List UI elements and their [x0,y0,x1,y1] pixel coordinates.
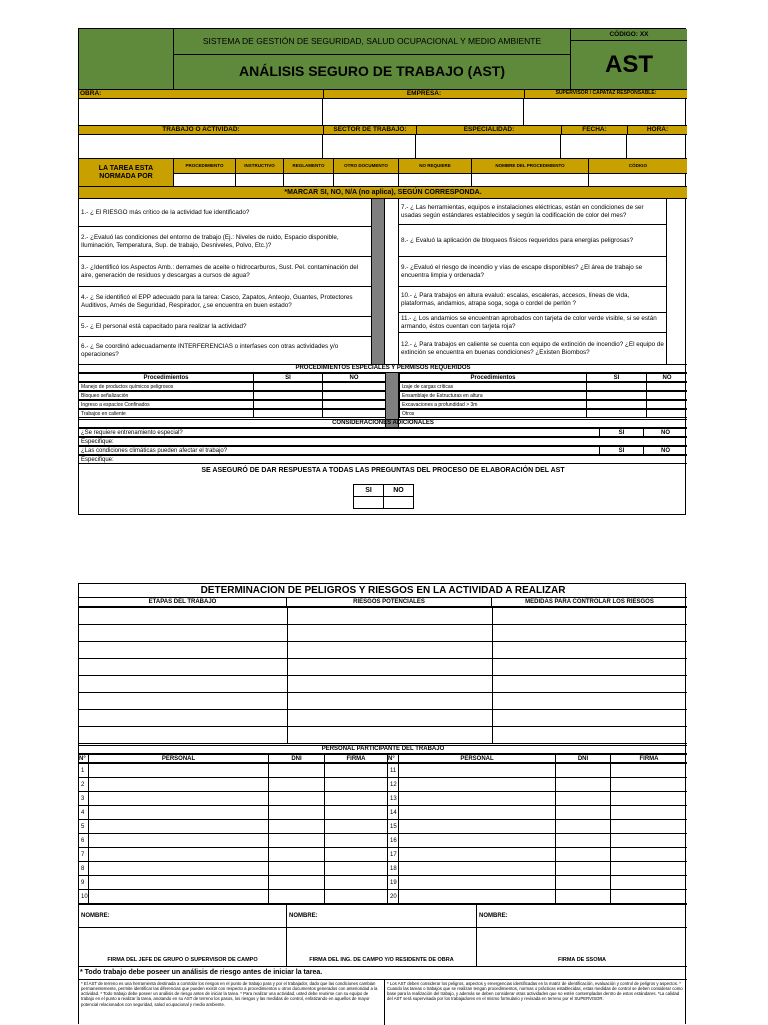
personal-num-right: 17 [387,847,399,862]
question-right: 12.- ¿ Para trabajos en caliente se cuenta con equipo de extinción de incendio? ¿El equipo de extinción se encuentra en buenas condiciones? ¿Existen Biombos? [399,333,667,364]
personal-name-right[interactable] [398,791,556,806]
additional-spec1[interactable]: Especifique: [79,437,687,446]
personal-num-left: 1 [79,763,89,778]
special-proc-left: Manejo de productos químicos peligrosos [79,382,254,391]
personal-firma-left[interactable] [324,847,388,862]
additional-q2: ¿Las condiciones climáticas pueden afectar el trabajo? [79,446,600,455]
personal-name-left[interactable] [88,763,269,778]
personal-firma-right[interactable] [610,875,687,890]
sector-label: SECTOR DE TRABAJO: [323,125,416,135]
firma-jefe-grupo[interactable] [79,927,287,967]
special-si-right[interactable] [586,391,647,400]
instruction-banner: *MARCAR SI, NO, N/A (no aplica), SEGÚN CORRESPONDA. [79,187,687,199]
hazard-etapa-cell[interactable] [79,658,288,676]
personal-num-right: 12 [387,777,399,792]
question-left: 4.- ¿ Se identificó el EPP adecuado para la tarea: Casco, Zapatos, Anteojo, Guantes, Protectores Auditivos, Arnés de Seguridad, Respirador, ¿se encuentra en buen estado? [79,287,371,317]
special-no-left[interactable] [322,409,386,418]
hazard-riesgo-cell[interactable] [287,692,493,710]
hora-field[interactable] [627,135,687,159]
personal-dni-right[interactable] [555,847,611,862]
special-no-left[interactable] [322,400,386,409]
code-value: AST [571,41,687,89]
question-left: 5.- ¿ El personal está capacitado para realizar la actividad? [79,317,371,337]
personal-num-left: 8 [79,861,89,876]
personal-dni-right[interactable] [555,819,611,834]
normada-value-row[interactable] [174,174,687,187]
personal-num-right: 18 [387,861,399,876]
header-logo-cell [79,29,174,89]
note-title: * Todo trabajo debe poseer un análisis de riesgo antes de iniciar la tarea. [80,969,323,976]
special-no-right[interactable] [646,382,687,391]
header-n-right: N° [387,754,399,763]
assured-si-label: SI [353,484,384,497]
personal-name-right[interactable] [398,833,556,848]
personal-name-left[interactable] [88,805,269,820]
additional-q1-si[interactable]: SI [599,428,644,437]
fecha-field[interactable] [561,135,627,159]
personal-dni-left[interactable] [268,791,325,806]
special-header-proc-right: Procedimientos [399,373,587,382]
normada-col-instructivo: INSTRUCTIVO [236,159,284,174]
personal-num-left: 3 [79,791,89,806]
assured-no-label: NO [383,484,414,497]
question-left: 1.- ¿ El RIESGO más crítico de la actividad fue identificado? [79,199,371,227]
special-no-left[interactable] [322,382,386,391]
additional-q1: ¿Se requiere entrenamiento especial? [79,428,600,437]
firma-ing-campo-label: FIRMA DEL ING. DE CAMPO Y/O RESIDENTE DE OBRA [309,957,454,963]
personal-num-right: 13 [387,791,399,806]
personal-firma-right[interactable] [610,819,687,834]
hazard-medida-cell[interactable] [492,726,687,744]
assured-no-box[interactable] [383,496,414,509]
personal-dni-right[interactable] [555,777,611,792]
firma-ssoma[interactable] [477,927,687,967]
personal-firma-left[interactable] [324,889,388,904]
personal-name-right[interactable] [398,889,556,904]
firma-ing-campo[interactable] [287,927,477,967]
personal-num-right: 16 [387,833,399,848]
question-left: 6.- ¿ Se coordinó adecuadamente INTERFERENCIAS o interfases con otras actividades y/o operaciones? [81,342,339,358]
personal-num-left: 2 [79,777,89,792]
nombre-3[interactable]: NOMBRE: [476,904,687,928]
personal-name-left[interactable] [88,861,269,876]
question-right: 7.- ¿ Las herramientas, equipos e instalaciones eléctricas, están en condiciones de ser usadas según estándares establecidos y según la codificación de color del mes? [399,199,667,225]
special-header-no-left: NO [322,373,386,382]
hazard-medida-cell[interactable] [492,641,687,659]
normada-label: LA TAREA ESTA NORMADA POR [79,159,174,187]
answer-column-right[interactable] [385,199,399,364]
personal-dni-left[interactable] [268,777,325,792]
code-label: CÓDIGO: XX [571,29,687,41]
normada-col-reglamento: REGLAMENTO [284,159,334,174]
personal-dni-left[interactable] [268,819,325,834]
col-etapas: ETAPAS DEL TRABAJO [79,598,287,607]
hazard-medida-cell[interactable] [492,675,687,693]
personal-firma-left[interactable] [324,791,388,806]
hazard-riesgo-cell[interactable] [287,675,493,693]
hazard-riesgo-cell[interactable] [287,641,493,659]
special-si-left[interactable] [253,400,323,409]
firma-jefe-grupo-label: FIRMA DEL JEFE DE GRUPO O SUPERVISOR DE CAMPO [107,957,258,963]
header-dni-left: DNI [268,754,325,763]
hora-label: HORA: [627,125,687,135]
hazard-etapa-cell[interactable] [79,726,288,744]
hazard-riesgo-cell[interactable] [287,709,493,727]
personal-num-left: 7 [79,847,89,862]
hazard-medida-cell[interactable] [492,709,687,727]
personal-dni-right[interactable] [555,889,611,904]
hazard-riesgo-cell[interactable] [287,607,493,625]
question-right: 9.- ¿Evaluó el riesgo de incendio y vías de escape disponibles? ¿El área de trabajo se encuentra limpia y ordenada? [399,257,667,287]
question-right: 10.- ¿ Para trabajos en altura evaluó: escalas, escaleras, accesos, líneas de vida, plataformas, andamios, atrapa soga, soga o cordel de perlón ? [399,287,667,313]
normada-nombre-field[interactable] [472,174,589,186]
normada-check-procedimiento[interactable] [174,174,236,186]
supervisor-field[interactable] [524,99,687,125]
personal-dni-left[interactable] [268,847,325,862]
personal-firma-right[interactable] [610,791,687,806]
header-firma-right: FIRMA [610,754,687,763]
personal-name-right[interactable] [398,861,556,876]
especialidad-label: ESPECIALIDAD: [416,125,561,135]
header-n-left: N° [79,754,89,763]
special-proc-right: Otros [399,409,587,418]
question-left: 2.- ¿Evaluó las condiciones del entorno de trabajo (Ej.: Niveles de ruido, Espacio disponible, Iluminación, Temperatura, Sup. de trabajo, Desniveles, Polvo, Etc.)? [79,227,371,257]
normada-check-otro[interactable] [334,174,399,186]
question-right: 8.- ¿ Evaluó la aplicación de bloqueos físicos requeridos para energías peligrosas? [399,225,667,257]
empresa-field[interactable] [323,99,524,125]
system-title: SISTEMA DE GESTIÓN DE SEGURIDAD, SALUD OCUPACIONAL Y MEDIO AMBIENTE [174,29,571,55]
question-right: 11.- ¿ Los andamios se encuentran aprobados con tarjeta de color verde visible, si se están armando, éstos cuentan con tarjeta roja? [399,313,667,333]
personal-firma-left[interactable] [324,777,388,792]
additional-title: CONSIDERACIONES ADICIONALES [79,419,687,428]
trabajo-label: TRABAJO O ACTIVIDAD: [162,126,240,134]
special-si-left[interactable] [253,382,323,391]
header-dni-right: DNI [555,754,611,763]
personal-firma-left[interactable] [324,833,388,848]
questions-right-block [385,199,687,364]
personal-firma-right[interactable] [610,889,687,904]
personal-name-left[interactable] [88,819,269,834]
special-proc-right: Izaje de cargas críticas [399,382,587,391]
personal-num-left: 5 [79,819,89,834]
special-no-left[interactable] [322,391,386,400]
nombre-1[interactable]: NOMBRE: [79,904,287,928]
personal-firma-right[interactable] [610,861,687,876]
obra-field[interactable] [79,99,323,125]
personal-firma-right[interactable] [610,777,687,792]
personal-num-right: 19 [387,875,399,890]
header-personal-right: PERSONAL [398,754,556,763]
personal-firma-left[interactable] [324,875,388,890]
empresa-label: EMPRESA: [323,89,524,99]
special-proc-right: Ensamblaje de Estructuras en altura [399,391,587,400]
normada-col-codigo: CÓDIGO [628,163,648,169]
hazard-etapa-cell[interactable] [79,641,288,659]
normada-codigo-field[interactable] [589,174,687,186]
obra-label: OBRA: [80,90,102,98]
col-medidas: MEDIDAS PARA CONTROLAR LOS RIESGOS [492,598,687,607]
personal-dni-right[interactable] [555,805,611,820]
personal-dni-right[interactable] [555,875,611,890]
personal-name-right[interactable] [398,847,556,862]
special-si-left[interactable] [253,391,323,400]
ast-form-page2 [78,583,686,1024]
personal-name-right[interactable] [398,875,556,890]
normada-check-no-requiere[interactable] [399,174,472,186]
additional-q2-si[interactable]: SI [599,446,644,455]
personal-name-left[interactable] [88,889,269,904]
hazard-etapa-cell[interactable] [79,624,288,642]
personal-dni-left[interactable] [268,763,325,778]
special-si-right[interactable] [586,382,647,391]
personal-dni-left[interactable] [268,861,325,876]
fecha-label: FECHA: [561,125,627,135]
personal-firma-right[interactable] [610,833,687,848]
personal-num-right: 15 [387,819,399,834]
special-title: PROCEDIMIENTOS ESPECIALES Y PERMISOS REQUERIDOS [79,364,687,373]
personal-firma-right[interactable] [610,805,687,820]
special-proc-left: Bloqueo señalización [79,391,254,400]
hazard-etapa-cell[interactable] [79,692,288,710]
special-proc-left: Trabajos en caliente [79,409,254,418]
special-no-right[interactable] [646,409,687,418]
personal-name-left[interactable] [88,833,269,848]
personal-dni-right[interactable] [555,861,611,876]
personal-firma-right[interactable] [610,847,687,862]
personal-name-left[interactable] [88,875,269,890]
trabajo-field[interactable] [79,135,323,159]
personal-num-left: 10 [79,889,89,904]
header-personal-left: PERSONAL [88,754,269,763]
firma-ssoma-label: FIRMA DE SSOMA [557,957,607,963]
personal-num-left: 4 [79,805,89,820]
additional-spec2[interactable]: Especifique: [79,455,687,464]
question-left: 3.- ¿Identificó los Aspectos Amb.: derrames de aceite o hidrocarburos, Sust. Pel. contaminación del aire, generación de residuos y descargas a cursos de agua? [79,257,371,287]
personal-firma-left[interactable] [324,819,388,834]
hazard-riesgo-cell[interactable] [287,658,493,676]
hazard-medida-cell[interactable] [492,607,687,625]
hazard-etapa-cell[interactable] [79,709,288,727]
normada-col-no-requiere: NO REQUIERE [399,159,472,174]
personal-name-right[interactable] [398,805,556,820]
personal-num-right: 20 [387,889,399,904]
hazard-medida-cell[interactable] [492,658,687,676]
hazard-riesgo-cell[interactable] [287,726,493,744]
personal-dni-left[interactable] [268,833,325,848]
personal-firma-right[interactable] [610,763,687,778]
note-right: * Los AST deben considerar los peligros, aspectos y emergencias identificadas en la matriz de identificación, evaluación y control de peligros y aspectos. * Cuando las tareas o trabajos que se realizan tengan procedimientos, normas o prácticas establecidas, estas medidas de control se deben considerar como base para la realización del trabajo, y además se deben considerar otras actividades que no estén contempladas dentro de estos estándares. *La calidad del AST será supervisada por los trabajadores en el mismo formulario y revisada en terreno por el SUPERVISOR. [385,979,687,1025]
col-riesgos: RIESGOS POTENCIALES [287,598,492,607]
doc-title: ANÁLISIS SEGURO DE TRABAJO (AST) [174,55,571,89]
personal-name-right[interactable] [398,819,556,834]
personal-firma-left[interactable] [324,861,388,876]
personal-dni-left[interactable] [268,805,325,820]
personal-dni-right[interactable] [555,833,611,848]
hazard-etapa-cell[interactable] [79,607,288,625]
normada-col-nombre: NOMBRE DEL PROCEDIMIENTO [472,159,589,174]
answer-column-left[interactable] [371,199,385,364]
personal-name-left[interactable] [88,847,269,862]
personal-name-left[interactable] [88,777,269,792]
personal-dni-right[interactable] [555,791,611,806]
additional-q1-no[interactable]: NO [643,428,687,437]
special-header-no-right: NO [646,373,687,382]
hazard-medida-cell[interactable] [492,692,687,710]
personal-title: PERSONAL PARTICIPANTE DEL TRABAJO [79,745,687,754]
personal-num-left: 6 [79,833,89,848]
questions-left-block [79,199,385,364]
personal-dni-left[interactable] [268,875,325,890]
special-si-left[interactable] [253,409,323,418]
assured-text: SE ASEGURÓ DE DAR RESPUESTA A TODAS LAS PREGUNTAS DEL PROCESO DE ELABORACIÓN DEL AST [201,467,565,475]
personal-name-left[interactable] [88,791,269,806]
personal-firma-left[interactable] [324,763,388,778]
additional-q2-no[interactable]: NO [643,446,687,455]
answer-boxes-right[interactable] [667,199,687,364]
supervisor-label: SUPERVISOR / CAPATAZ RESPONSABLE: [524,89,687,99]
ast-form-page1 [78,28,686,515]
personal-dni-right[interactable] [555,763,611,778]
assured-si-box[interactable] [353,496,384,509]
hazards-title: DETERMINACION DE PELIGROS Y RIESGOS EN LA ACTIVIDAD A REALIZAR [79,584,687,598]
personal-num-right: 11 [387,763,399,778]
personal-num-right: 14 [387,805,399,820]
special-no-right[interactable] [646,391,687,400]
hazard-medida-cell[interactable] [492,624,687,642]
especialidad-field[interactable] [416,135,561,159]
personal-name-right[interactable] [398,777,556,792]
special-proc-left: Ingreso a espacios Confinados [79,400,254,409]
normada-col-procedimiento: PROCEDIMIENTO [174,159,236,174]
normada-check-instructivo[interactable] [236,174,284,186]
normada-check-reglamento[interactable] [284,174,334,186]
special-header-proc-left: Procedimientos [79,373,254,382]
normada-col-otro: OTRO DOCUMENTO [334,159,399,174]
header-firma-left: FIRMA [324,754,388,763]
special-proc-right: Excavaciones a profundidad > 3m [399,400,587,409]
personal-num-left: 9 [79,875,89,890]
special-header-si-right: SI [586,373,647,382]
nombre-2[interactable]: NOMBRE: [286,904,477,928]
special-si-right[interactable] [586,409,647,418]
special-no-right[interactable] [646,400,687,409]
personal-name-right[interactable] [398,763,556,778]
personal-firma-left[interactable] [324,805,388,820]
sector-field[interactable] [323,135,416,159]
personal-dni-left[interactable] [268,889,325,904]
hazard-riesgo-cell[interactable] [287,624,493,642]
special-si-right[interactable] [586,400,647,409]
note-left: * El AST de terreno es una herramienta destinada a controlar los riesgos en el punto de trabajo para y por el trabajador, dado que las condiciones cambian permanentemente, permite identificar las diferencias que pueden existir con respecto a procedimientos u otros documentos generados con anterioridad a la actividad. * Todo trabajo debe poseer un análisis de riesgo antes de iniciar la tarea. * Para realizar una actividad, usted debe reunirse con su equipo de trabajo en el punto a realizar la tarea, anotando en su AST de terreno los pasos, los riesgos y las medidas de control, enfatizando en aquellos de mayor potencial relacionados con seguridad, salud ocupacional y medio ambiente. [79,979,385,1025]
special-header-si-left: SI [253,373,323,382]
hazard-etapa-cell[interactable] [79,675,288,693]
